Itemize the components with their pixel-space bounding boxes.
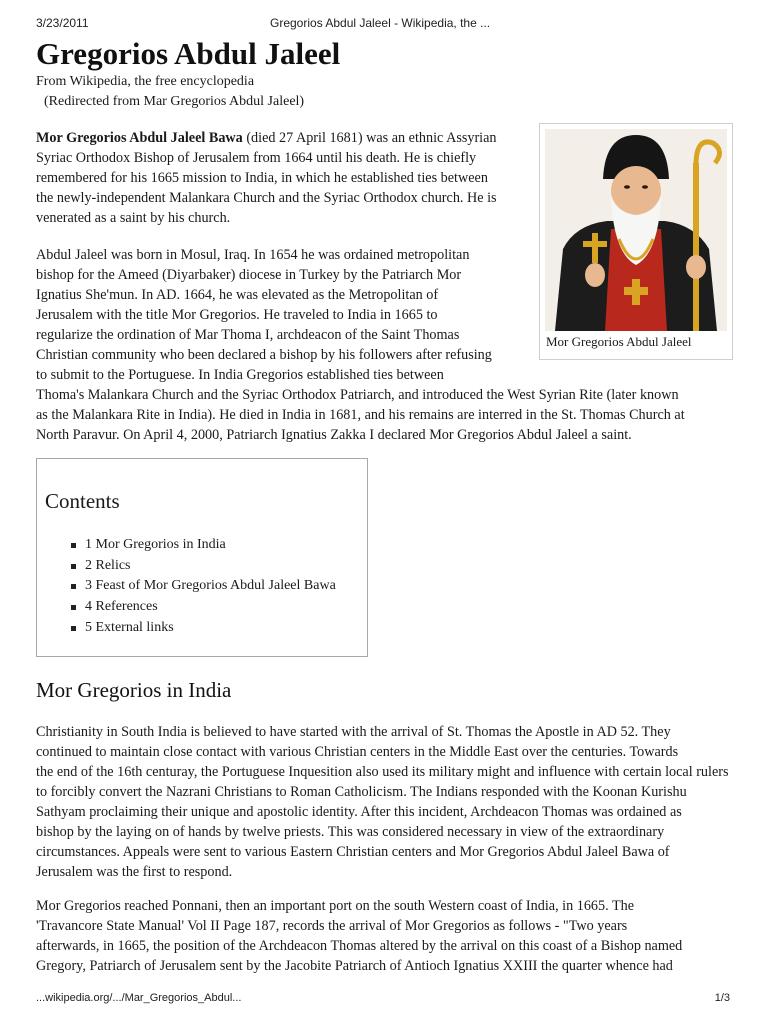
site-sub-line: From Wikipedia, the free encyclopedia [36,74,255,89]
toc-item-label[interactable]: 4 References [85,599,158,615]
bio-line: Ignatius She'mun. In AD. 1664, he was elevated as the Metropolitan of [36,287,439,303]
text-line: Sathyam proclaiming their unique and apostolic identity. After this incident, Archdeacon Thomas was ordained as [36,804,682,820]
toc-item-label[interactable]: 2 Relics [85,557,131,573]
subject-name: Mor Gregorios Abdul Jaleel Bawa [36,130,243,146]
text-line: to forcibly convert the Nazrani Christians to Roman Catholicism. The Indians responded with the Koonan Kurishu [36,784,687,800]
toc-item-label[interactable]: 5 External links [85,619,174,635]
bullet-icon [71,626,76,631]
text-line: continued to maintain close contact with various Christian centers in the Middle East over the centuries. Towards [36,744,679,760]
infobox [539,123,733,360]
print-url: ...wikipedia.org/.../Mar_Gregorios_Abdul... [36,992,242,1004]
portrait-image[interactable] [545,129,727,331]
table-of-contents [36,458,368,657]
portrait-illustration [545,129,727,331]
text-line: bishop by the laying on of hands by twelve priests. This was considered necessary in view of the extraordinary [36,824,665,840]
infobox-caption: Mor Gregorios Abdul Jaleel [546,334,692,349]
bullet-icon [71,564,76,569]
text-line: Jerusalem was the first to respond. [36,864,233,880]
toc-list [37,535,336,639]
bullet-icon [71,605,76,610]
print-header [36,16,732,32]
text-line: Gregory, Patriarch of Jerusalem sent by the Jacobite Patriarch of Antioch Ignatius XXIII the quarter whence had [36,958,673,974]
text-line: afterwards, in 1665, the position of the Archdeacon Thomas altered by the arrival on this coast of a Bishop named [36,938,683,954]
text-line: Christianity in South India is believed to have started with the arrival of St. Thomas the Apostle in AD 52. They [36,724,671,740]
toc-item[interactable] [37,618,336,639]
toc-item-label[interactable]: 1 Mor Gregorios in India [85,537,226,552]
intro-text: (died 27 April 1681) was an ethnic Assyrian Syriac Orthodox Bishop of Jerusalem from 1664 until his death. He is chiefly remembered for his 1665 mission to India, in which he established ties between the newly-independent Malankara Church and the Syriac Orthodox church. He is venerated as a saint by his church. [36,130,497,226]
toc-item[interactable] [37,576,336,597]
section-paragraph [36,722,736,882]
print-date: 3/23/2011 [36,16,89,30]
toc-item[interactable] [37,556,336,577]
bio-line: Christian community who been declared a bishop by his followers after refusing [36,347,492,363]
text-line: Mor Gregorios reached Ponnani, then an important port on the south Western coast of India, in 1665. The [36,898,635,914]
print-page-title: Gregorios Abdul Jaleel - Wikipedia, the ... [270,16,491,30]
page-number: 1/3 [714,992,730,1004]
bio-line: regularize the ordination of Mar Thoma I, archdeacon of the Saint Thomas [36,327,460,343]
bio-line: bishop for the Ameed (Diyarbaker) diocese in Turkey by the Patriarch Mor [36,267,462,283]
bio-line: Thoma's Malankara Church and the Syriac Orthodox Patriarch, and introduced the West Syrian Rite (later known [36,387,679,403]
page-title: Gregorios Abdul Jaleel [36,36,341,71]
bio-line: Abdul Jaleel was born in Mosul, Iraq. In 1654 he was ordained metropolitan [36,247,470,263]
bio-line: to submit to the Portuguese. In India Gregorios established ties between [36,367,444,383]
toc-item[interactable] [37,535,336,556]
bio-line: Jerusalem with the title Mor Gregorios. He traveled to India in 1665 to [36,307,438,323]
print-footer [36,992,732,1008]
text-line: circumstances. Appeals were sent to various Eastern Christian centers and Mor Gregorios Abdul Jaleel Bawa of [36,844,670,860]
toc-title: Contents [45,489,120,513]
toc-item-label[interactable]: 3 Feast of Mor Gregorios Abdul Jaleel Bawa [85,578,336,594]
section-paragraph [36,896,736,976]
bio-line: North Paravur. On April 4, 2000, Patriarch Ignatius Zakka I declared Mor Gregorios Abdul Jaleel a saint. [36,427,632,443]
intro-paragraph [36,128,506,228]
bio-line: as the Malankara Rite in India). He died in India in 1681, and his remains are interred in the St. Thomas Church at [36,407,685,423]
redirect-note: (Redirected from Mar Gregorios Abdul Jaleel) [44,94,305,109]
text-line: 'Travancore State Manual' Vol II Page 187, records the arrival of Mor Gregorios as follows - "Two years [36,918,628,934]
bullet-icon [71,543,76,548]
text-line: the end of the 16th centuray, the Portuguese Inquesition also used its military might and influence with certain local rulers [36,764,729,780]
toc-item[interactable] [37,597,336,618]
bullet-icon [71,584,76,589]
section-heading: Mor Gregorios in India [36,678,232,702]
